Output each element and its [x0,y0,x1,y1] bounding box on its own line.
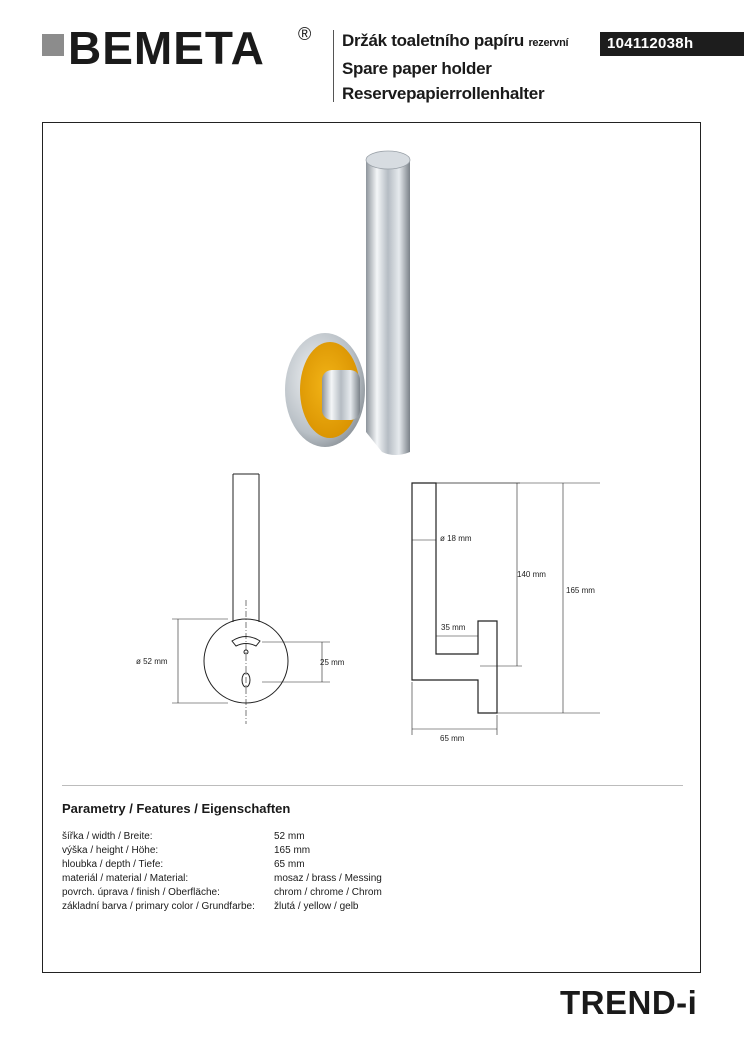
brand-name: BEMETA [68,22,265,74]
dim-140: 140 mm [517,570,546,579]
section-separator [62,785,683,786]
feature-value: mosaz / brass / Messing [274,873,382,884]
feature-key: materiál / material / Material: [62,873,189,884]
title-de: Reservepapierrollenhalter [342,84,545,103]
title-cz-note: rezervní [528,37,569,49]
product-code-badge: 104112038h [600,32,744,56]
dim-165: 165 mm [566,586,595,595]
feature-value: 165 mm [274,845,311,856]
feature-value: 52 mm [274,831,305,842]
title-cz-text: Držák toaletního papíru [342,31,525,50]
feature-row [62,844,382,858]
dim-35: 35 mm [441,623,466,632]
dim-rod-diameter: ø 18 mm [440,534,472,543]
features-title: Parametry / Features / Eigenschaften [62,801,291,816]
feature-key: povrch. úprava / finish / Oberfläche: [62,887,220,898]
dim-65: 65 mm [440,734,465,743]
feature-row [62,900,382,914]
feature-row [62,886,382,900]
series-name: TREND-i [560,984,698,1021]
feature-row [62,858,382,872]
feature-value: chrom / chrome / Chrom [274,887,382,898]
registered-mark: ® [298,24,312,44]
title-en: Spare paper holder [342,59,492,78]
dim-base-diameter: ø 52 mm [136,657,168,666]
features-table [62,830,382,914]
feature-row [62,872,382,886]
feature-key: základní barva / primary color / Grundfarbe: [62,901,255,912]
feature-value: žlutá / yellow / gelb [274,901,359,912]
side-view-drawing [412,483,600,735]
front-view-drawing [172,474,330,724]
feature-key: hloubka / depth / Tiefe: [62,859,164,870]
dim-25: 25 mm [320,658,345,667]
feature-key: výška / height / Höhe: [62,845,159,856]
product-photo [285,151,410,455]
feature-row [62,830,382,844]
feature-value: 65 mm [274,859,305,870]
feature-key: šířka / width / Breite: [62,831,153,842]
